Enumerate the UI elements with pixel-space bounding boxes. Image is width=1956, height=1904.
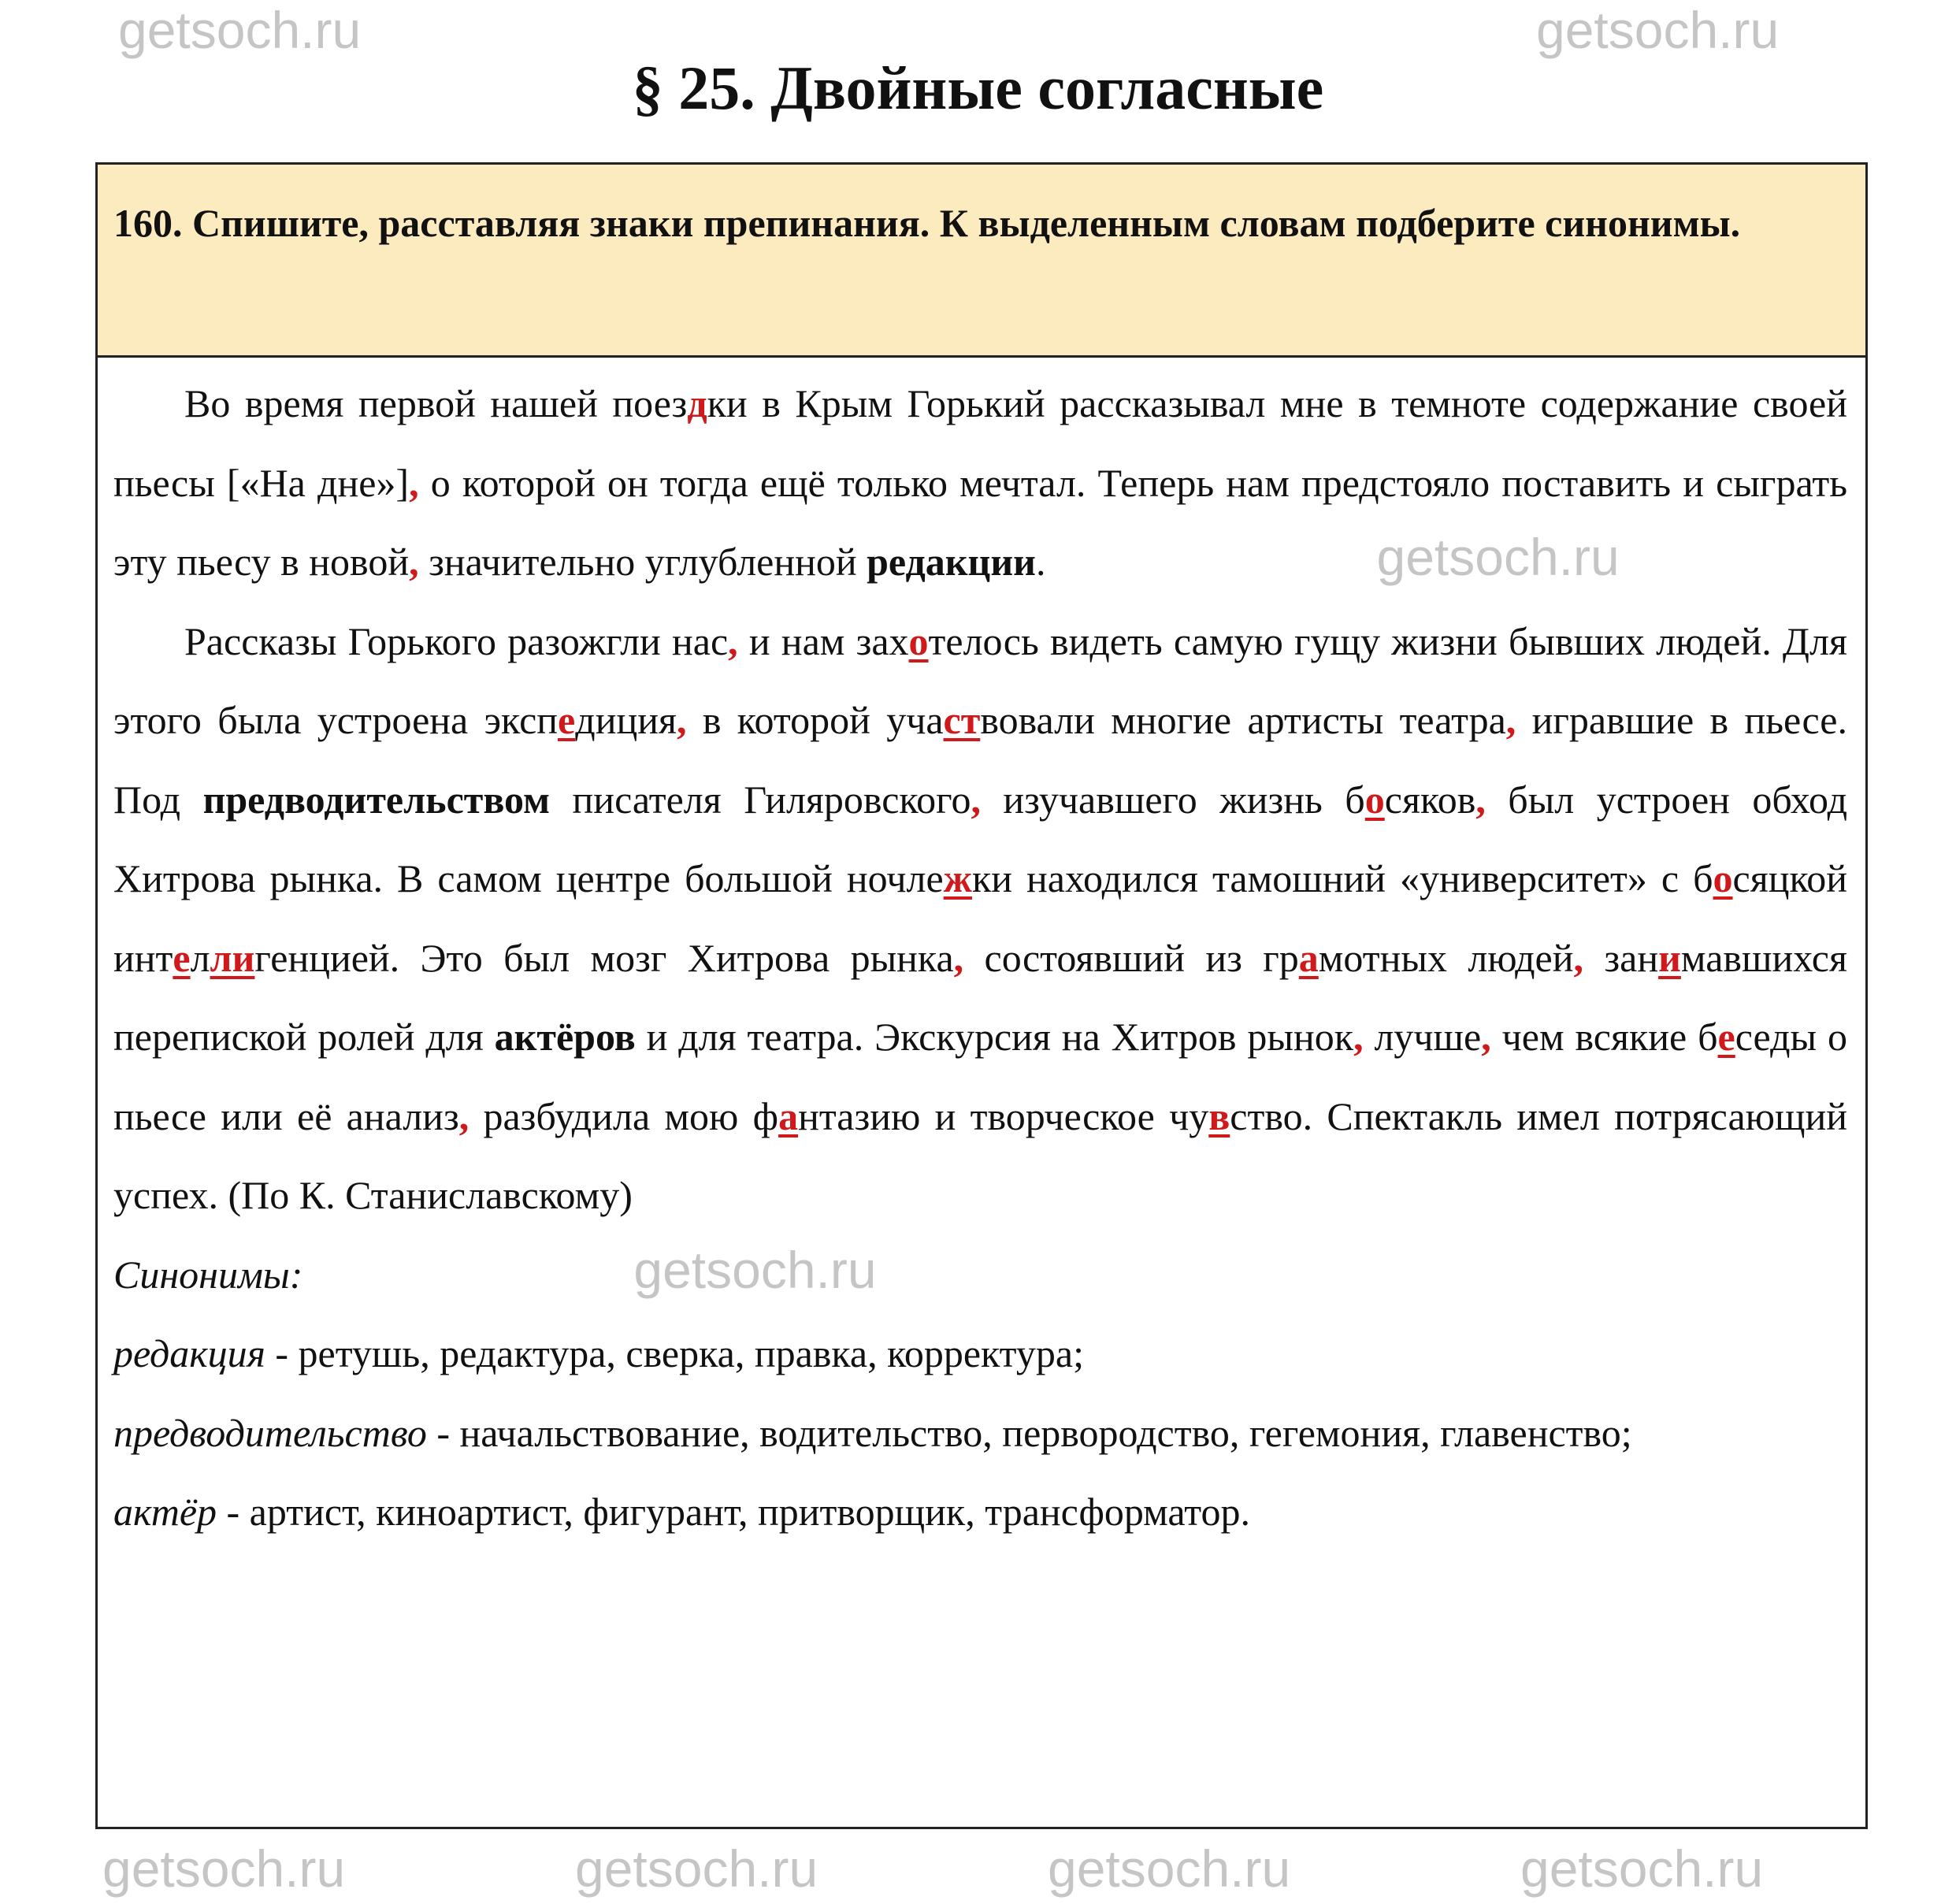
- highlighted-letter: ли: [210, 935, 255, 980]
- watermark: getsoch.ru: [118, 1, 362, 59]
- watermark: getsoch.ru: [1536, 1, 1780, 59]
- bold-word: редакции: [867, 540, 1036, 584]
- highlighted-letter: е: [558, 698, 576, 742]
- bold-word: предводительством: [202, 777, 551, 822]
- text-segment: лучше: [1363, 1015, 1482, 1059]
- exercise-box: [95, 162, 1868, 1829]
- synonym-word: актёр: [113, 1490, 217, 1534]
- highlighted-letter: а: [1298, 935, 1319, 980]
- watermark: getsoch.ru: [575, 1839, 818, 1898]
- inserted-comma: ,: [1481, 1015, 1491, 1059]
- bold-word: актёров: [494, 1015, 636, 1059]
- text-segment: состоявший из гр: [963, 935, 1299, 980]
- inserted-comma: ,: [458, 1093, 470, 1138]
- inserted-comma: ,: [409, 540, 419, 584]
- watermark: getsoch.ru: [1520, 1839, 1764, 1898]
- text-segment: нтазию и творческое чу: [798, 1093, 1209, 1138]
- inserted-comma: ,: [971, 777, 981, 822]
- highlighted-letter: ж: [943, 856, 972, 900]
- inserted-comma: ,: [1573, 935, 1583, 980]
- text-segment: разбудила мою ф: [469, 1093, 779, 1138]
- highlighted-letter: д: [687, 381, 707, 425]
- text-segment: мотных людей: [1318, 935, 1574, 980]
- text-segment: изучавшего жизнь б: [980, 777, 1365, 822]
- synonyms-label: Синонимы:: [113, 1252, 303, 1297]
- highlighted-letter: о: [1713, 856, 1733, 900]
- synonyms-list: [113, 1314, 1847, 1552]
- synonym-word: предводительство: [113, 1410, 427, 1455]
- text-segment: Во время первой нашей поез: [184, 381, 688, 425]
- text-segment: сяцкой инт: [113, 856, 1847, 980]
- highlighted-letter: е: [1717, 1015, 1735, 1059]
- inserted-comma: ,: [728, 618, 738, 663]
- highlighted-letter: е: [173, 935, 191, 980]
- highlighted-letter: о: [908, 618, 929, 663]
- text-segment: Рассказы Горького разожгли нас: [184, 618, 729, 663]
- text-segment: чем всякие б: [1490, 1015, 1718, 1059]
- highlighted-letter: о: [1364, 777, 1385, 822]
- synonym-entry: [113, 1472, 1847, 1552]
- text-segment: диция: [575, 698, 677, 742]
- text-segment: .: [1035, 540, 1046, 584]
- text-segment: зан: [1583, 935, 1659, 980]
- paragraph-1: [113, 364, 1847, 602]
- inserted-comma: ,: [1353, 1015, 1364, 1059]
- text-segment: сяков: [1384, 777, 1476, 822]
- text-segment: телось видеть самую гущу жизни бывших людей. Для этого была устроена эксп: [113, 618, 1847, 742]
- exercise-content: [98, 358, 1865, 1552]
- inserted-comma: ,: [409, 460, 419, 505]
- text-segment: седы о пьесе или её анализ: [113, 1015, 1847, 1138]
- inserted-comma: ,: [676, 698, 687, 742]
- text-segment: о которой он тогда ещё только мечтал. Теперь нам предстояло поставить и сыграть эту пьесу в новой: [113, 460, 1847, 584]
- text-segment: л: [190, 935, 210, 980]
- synonym-list: - артист, киноартист, фигурант, притворщик, трансформатор.: [217, 1490, 1250, 1534]
- synonyms-heading: [113, 1235, 1847, 1315]
- highlighted-letter: а: [778, 1093, 799, 1138]
- watermark: getsoch.ru: [1048, 1839, 1291, 1898]
- page-title: § 25. Двойные согласные: [632, 54, 1324, 122]
- task-instructions: 160. Спишите, расставляя знаки препинания. К выделенным словам подберите синонимы.: [98, 165, 1865, 358]
- text-segment: писателя Гиляровского: [550, 777, 971, 822]
- text-segment: ки находился тамошний «университет» с б: [971, 856, 1713, 900]
- text-segment: значительно углубленной: [418, 540, 867, 584]
- text-segment: в которой уча: [686, 698, 944, 742]
- text-segment: игравшие в пьесе. Под: [113, 698, 1847, 822]
- synonym-list: - ретушь, редактура, сверка, правка, корректура;: [265, 1331, 1084, 1375]
- synonym-list: - начальствование, водительство, первородство, гегемония, главенство;: [426, 1410, 1632, 1455]
- text-segment: ство. Спектакль имел потрясающий успех. (По К. Станиславскому): [113, 1093, 1848, 1217]
- text-segment: генцией. Это был мозг Хитрова рынка: [254, 935, 954, 980]
- text-segment: и для театра. Экскурсия на Хитров рынок: [635, 1015, 1354, 1059]
- text-segment: мавшихся перепиской ролей для: [113, 935, 1847, 1059]
- highlighted-letter: ст: [943, 698, 981, 742]
- synonym-entry: [113, 1394, 1847, 1473]
- inserted-comma: ,: [953, 935, 964, 980]
- synonym-entry: [113, 1314, 1847, 1394]
- text-segment: ки в Крым Горький рассказывал мне в темноте содержание своей пьесы [«На дне»]: [113, 381, 1848, 505]
- synonym-word: редакция: [113, 1331, 265, 1375]
- watermark: getsoch.ru: [633, 1240, 877, 1299]
- text-segment: был устроен обход Хитрова рынка. В самом центре большой ночле: [113, 777, 1848, 900]
- text-segment: и нам зах: [737, 618, 909, 663]
- watermark: getsoch.ru: [1376, 528, 1620, 586]
- highlighted-letter: в: [1208, 1093, 1230, 1138]
- inserted-comma: ,: [1475, 777, 1486, 822]
- inserted-comma: ,: [1505, 698, 1516, 742]
- text-segment: вовали многие артисты театра: [980, 698, 1506, 742]
- highlighted-letter: и: [1658, 935, 1681, 980]
- watermark: getsoch.ru: [102, 1839, 346, 1898]
- paragraph-2: [113, 602, 1847, 1235]
